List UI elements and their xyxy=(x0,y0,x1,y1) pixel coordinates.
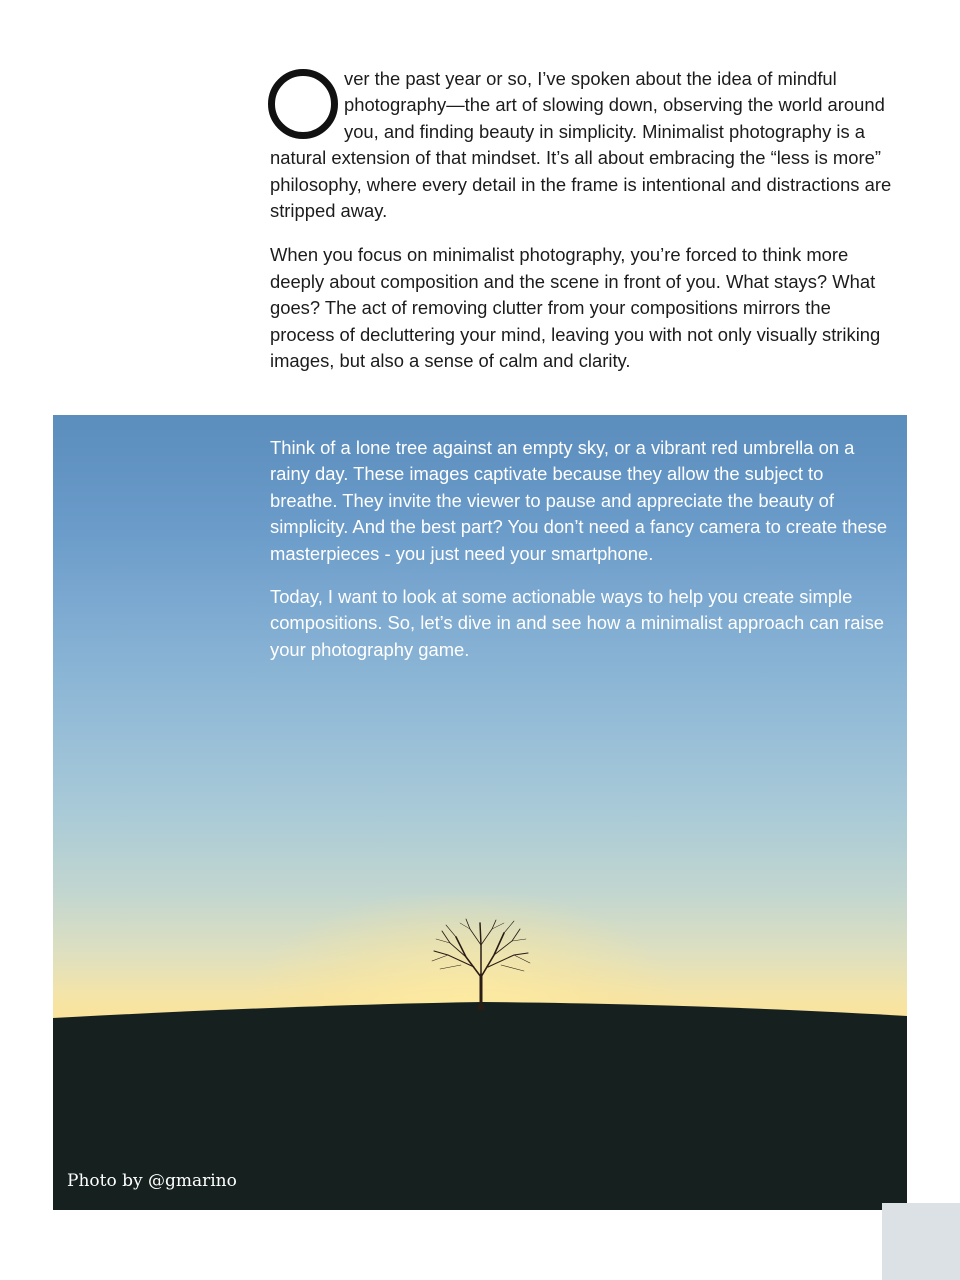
lone-tree-photo xyxy=(53,415,907,1210)
page-corner-block xyxy=(882,1203,960,1280)
paragraph-1 xyxy=(270,66,900,224)
photo-credit: Photo by @gmarino xyxy=(67,1171,237,1191)
drop-cap-letter xyxy=(268,69,338,139)
paragraph-4: Today, I want to look at some actionable ways to help you create simple compositions. So, let’s dive in and see how a minimalist approach can raise your photography game. xyxy=(270,586,885,660)
paragraph-1-text: ver the past year or so, I’ve spoken about the idea of mindful photography—the art of slowing down, observing the world around you, and finding beauty in simplicity. Minimalist photography is a natural extension of that mindset. It’s all about embracing the “less is more” philosophy, where every detail in the frame is intentional and distractions are stripped away. xyxy=(270,68,892,222)
drop-cap xyxy=(268,69,338,143)
paragraph-2: When you focus on minimalist photography, you’re forced to think more deeply about composition and the scene in front of you. What stays? What goes? The act of removing clutter from your compositions mirrors the process of decluttering your mind, leaving you with not only visually striking images, but also a sense of calm and clarity. xyxy=(270,244,881,372)
photo-overlay-text xyxy=(270,435,890,680)
tree-silhouette xyxy=(426,915,536,1010)
paragraph-3: Think of a lone tree against an empty sky, or a vibrant red umbrella on a rainy day. These images captivate because they allow the subject to breathe. They invite the viewer to pause and appreciate the beauty of simplicity. And the best part? You don’t need a fancy camera to create these masterpieces - you just need your smartphone. xyxy=(270,437,888,564)
article-body-top xyxy=(270,66,900,392)
